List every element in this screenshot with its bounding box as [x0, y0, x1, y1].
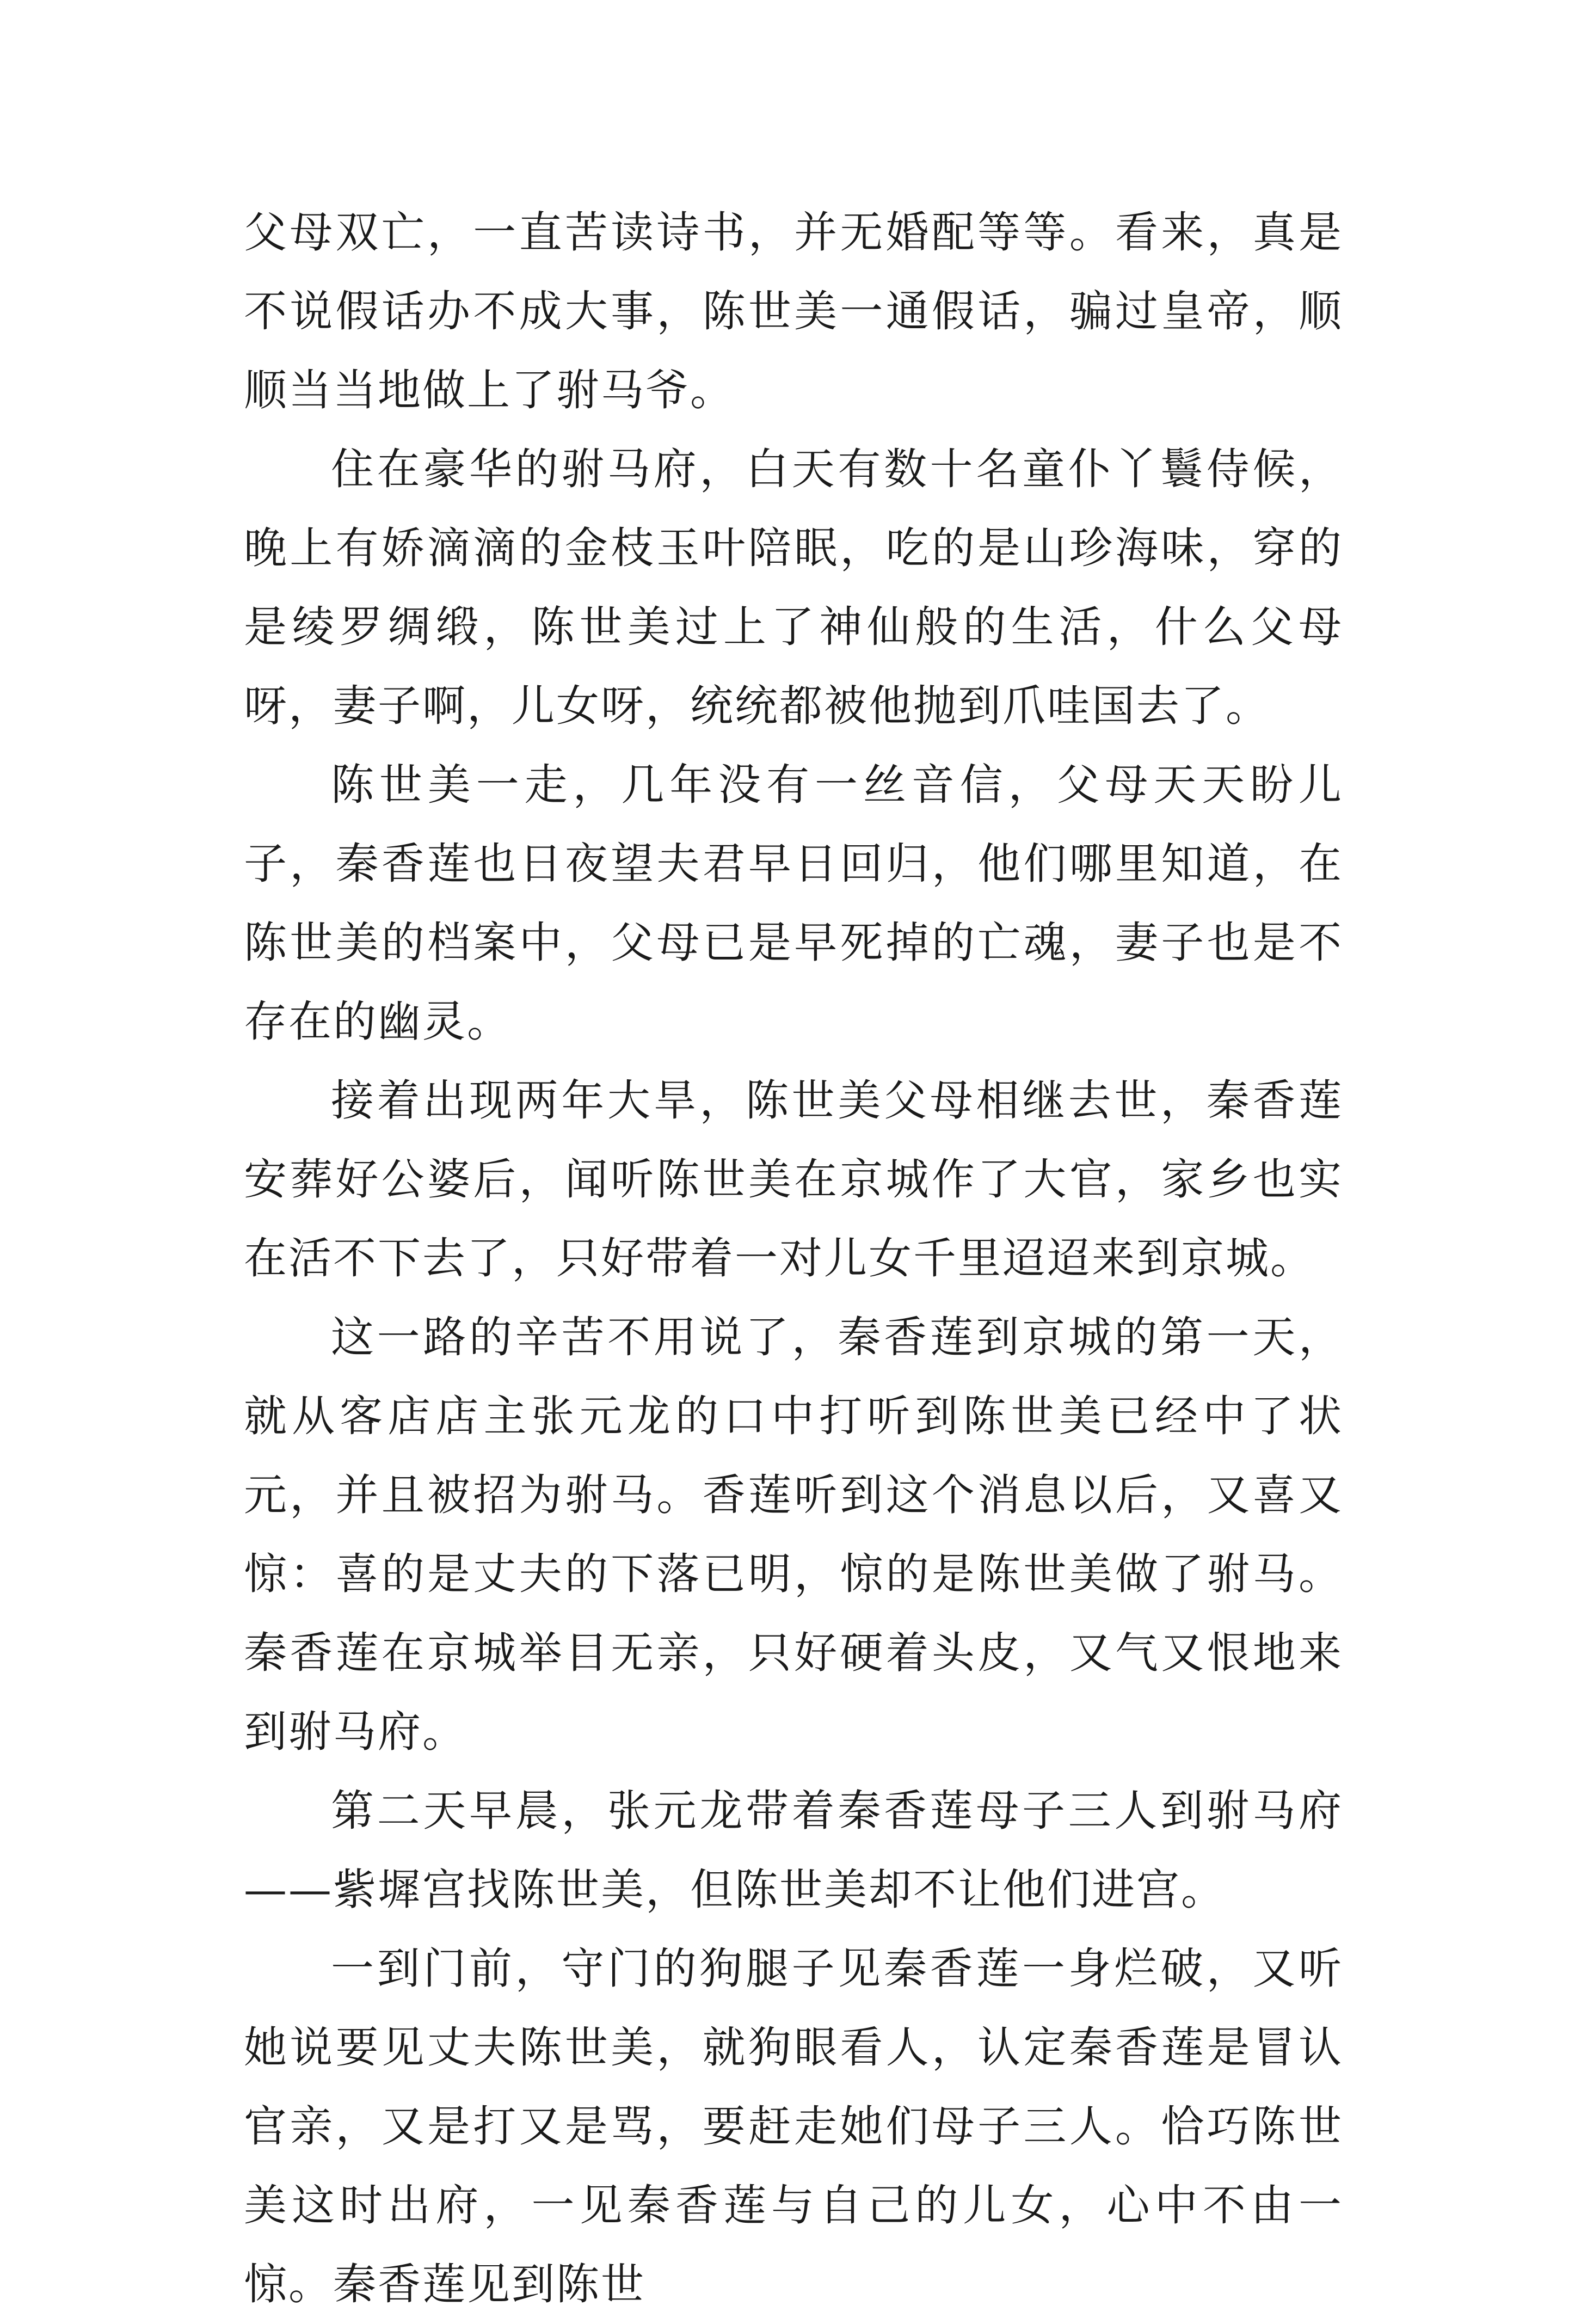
body-text: [244, 193, 1343, 2324]
paragraph-6: 第二天早晨，张元龙带着秦香莲母子三人到驸马府——紫墀宫找陈世美，但陈世美却不让他们进宫。: [244, 1786, 1343, 1915]
paragraph-7: 一到门前，守门的狗腿子见秦香莲一身烂破，又听她说要见丈夫陈世美，就狗眼看人，认定秦香莲是冒认官亲，又是打又是骂，要赶走她们母子三人。恰巧陈世美这时出府，一见秦香莲与自己的儿女，心中不由一惊。秦香莲见到陈世: [244, 1944, 1343, 2309]
paragraph-2: 住在豪华的驸马府，白天有数十名童仆丫鬟侍候，晚上有娇滴滴的金枝玉叶陪眠，吃的是山珍海味，穿的是绫罗绸缎，陈世美过上了神仙般的生活，什么父母呀，妻子啊，儿女呀，统统都被他抛到爪哇国去了。: [244, 444, 1343, 731]
paragraph-3: 陈世美一走，几年没有一丝音信，父母天天盼儿子，秦香莲也日夜望夫君早日回归，他们哪里知道，在陈世美的档案中，父母已是早死掉的亡魂，妻子也是不存在的幽灵。: [244, 760, 1343, 1047]
paragraph-5: 这一路的辛苦不用说了，秦香莲到京城的第一天，就从客店店主张元龙的口中打听到陈世美已经中了状元，并且被招为驸马。香莲听到这个消息以后，又喜又惊：喜的是丈夫的下落已明，惊的是陈世美做了驸马。秦香莲在京城举目无亲，只好硬着头皮，又气又恨地来到驸马府。: [244, 1312, 1343, 1757]
paragraph-4: 接着出现两年大旱，陈世美父母相继去世，秦香莲安葬好公婆后，闻听陈世美在京城作了大官，家乡也实在活不下去了，只好带着一对儿女千里迢迢来到京城。: [244, 1075, 1343, 1283]
paragraph-1: 父母双亡，一直苦读诗书，并无婚配等等。看来，真是不说假话办不成大事，陈世美一通假话，骗过皇帝，顺顺当当地做上了驸马爷。: [244, 207, 1343, 415]
